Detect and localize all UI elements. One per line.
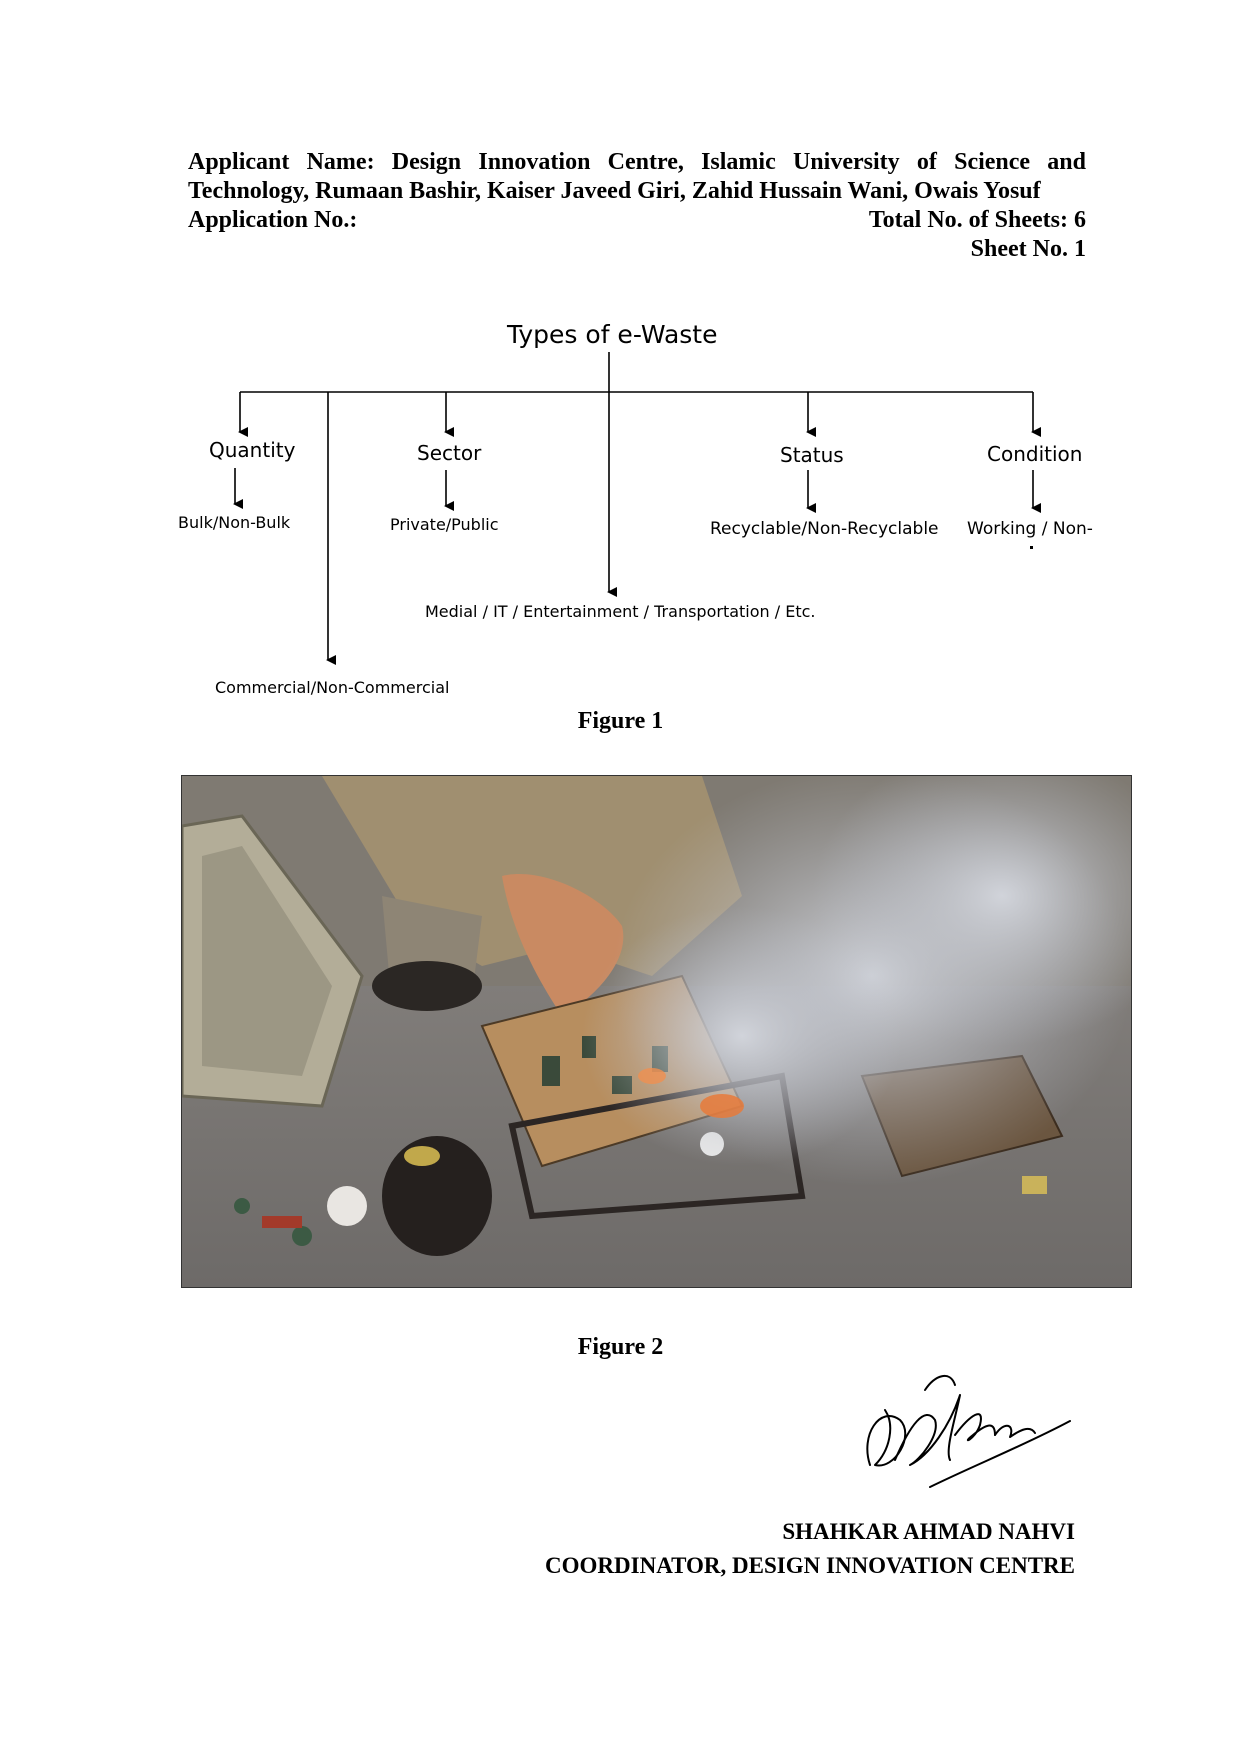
applicant-name: Applicant Name: Design Innovation Centre, Islamic University of Science and Technology, Rumaan Bashir, Kaiser Javeed Giri, Zahid Hussain Wani, Owais Yosuf	[188, 149, 1086, 204]
signatory-name: SHAHKAR AHMAD NAHVI	[782, 1519, 1075, 1544]
sheet-number: Sheet No. 1	[970, 236, 1086, 262]
diagram-title: Types of e-Waste	[507, 320, 718, 349]
category-condition: Condition	[987, 442, 1083, 466]
handwritten-signature	[855, 1365, 1080, 1495]
subtype-quantity: Bulk/Non-Bulk	[178, 513, 291, 532]
signatory-block	[545, 1515, 1075, 1583]
e-waste-types-diagram	[0, 300, 1241, 710]
subtype-application: Medial / IT / Entertainment / Transportation / Etc.	[425, 602, 816, 621]
signatory-title: COORDINATOR, DESIGN INNOVATION CENTRE	[545, 1553, 1075, 1578]
document-header	[188, 148, 1086, 264]
figure1-caption: Figure 1	[577, 708, 664, 734]
category-status: Status	[780, 443, 844, 467]
subtype-commercial: Commercial/Non-Commercial	[215, 678, 450, 697]
subtype-condition: Working / Non-	[967, 519, 1093, 539]
category-quantity: Quantity	[209, 438, 296, 462]
total-sheets: Total No. of Sheets: 6	[868, 207, 1086, 233]
figure2-caption: Figure 2	[577, 1334, 664, 1360]
subtype-sector: Private/Public	[390, 515, 499, 534]
subtype-status: Recyclable/Non-Recyclable	[710, 519, 939, 539]
clipped-text-fragment	[1030, 546, 1033, 549]
application-no: Application No.:	[188, 207, 358, 233]
category-sector: Sector	[417, 441, 482, 465]
application-row	[188, 206, 1086, 235]
photo-illustration	[182, 776, 1132, 1288]
e-waste-burning-photo	[181, 775, 1132, 1288]
diagram-connectors	[0, 300, 1241, 710]
